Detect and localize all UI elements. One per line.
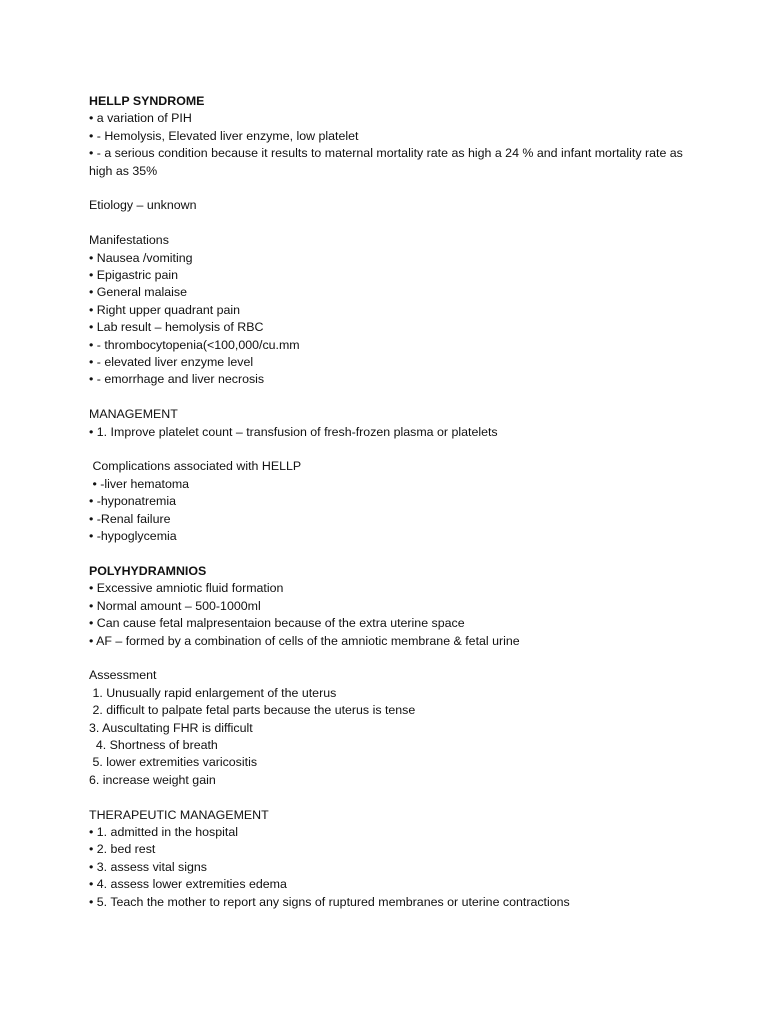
manifestation-item: • General malaise <box>89 285 187 300</box>
manifestation-item: • Lab result – hemolysis of RBC <box>89 320 264 335</box>
hellp-etiology: Etiology – unknown <box>89 198 197 213</box>
poly-intro-item: • AF – formed by a combination of cells of the amniotic membrane & fetal urine <box>89 633 520 648</box>
assessment-heading: Assessment <box>89 668 157 683</box>
complication-item: • -hypoglycemia <box>89 529 177 544</box>
assessment-item: 5. lower extremities varicositis <box>89 755 258 770</box>
management-heading: MANAGEMENT <box>89 407 178 422</box>
assessment-item: 2. difficult to palpate fetal parts because the uterus is tense <box>89 703 416 718</box>
poly-intro-item: • Can cause fetal malpresentaion because of the extra uterine space <box>89 616 465 631</box>
hellp-intro-item: • - Hemolysis, Elevated liver enzyme, low platelet <box>89 128 359 143</box>
hellp-intro-item: • a variation of PIH <box>89 111 192 126</box>
management-item: • 1. Improve platelet count – transfusion of fresh-frozen plasma or platelets <box>89 424 498 439</box>
spacer <box>89 180 698 197</box>
manifestations-heading: Manifestations <box>89 233 169 248</box>
manifestation-item: • Right upper quadrant pain <box>89 302 241 317</box>
therapeutic-item: • 3. assess vital signs <box>89 859 207 874</box>
therapeutic-item: • 4. assess lower extremities edema <box>89 877 287 892</box>
therapeutic-item: • 2. bed rest <box>89 842 156 857</box>
manifestation-item: • Epigastric pain <box>89 268 179 283</box>
spacer <box>89 389 698 406</box>
poly-title: POLYHYDRAMNIOS <box>89 563 207 578</box>
complication-item: • -liver hematoma <box>89 476 190 491</box>
manifestation-item: • Nausea /vomiting <box>89 250 193 265</box>
assessment-item: 6. increase weight gain <box>89 772 216 787</box>
hellp-title: HELLP SYNDROME <box>89 94 205 108</box>
therapeutic-item: • 5. Teach the mother to report any signs of ruptured membranes or uterine contractions <box>89 894 570 909</box>
hellp-intro-item: • - a serious condition because it results to maternal mortality rate as high a 24 % and infant mortality rate as high as 35% <box>89 146 687 178</box>
assessment-item: 4. Shortness of breath <box>89 737 218 752</box>
manifestation-item: • - elevated liver enzyme level <box>89 355 254 370</box>
assessment-item: 1. Unusually rapid enlargement of the uterus <box>89 685 337 700</box>
poly-intro-item: • Excessive amniotic fluid formation <box>89 581 284 596</box>
spacer <box>89 441 698 458</box>
assessment-item: 3. Auscultating FHR is difficult <box>89 720 253 735</box>
complications-heading: Complications associated with HELLP <box>89 459 302 474</box>
spacer <box>89 215 698 232</box>
therapeutic-item: • 1. admitted in the hospital <box>89 824 238 839</box>
spacer <box>89 789 698 806</box>
manifestation-item: • - thrombocytopenia(<100,000/cu.mm <box>89 337 300 352</box>
therapeutic-heading: THERAPEUTIC MANAGEMENT <box>89 807 269 822</box>
complication-item: • -Renal failure <box>89 511 171 526</box>
spacer <box>89 546 698 563</box>
poly-intro-item: • Normal amount – 500-1000ml <box>89 598 261 613</box>
manifestation-item: • - emorrhage and liver necrosis <box>89 372 265 387</box>
spacer <box>89 650 698 667</box>
complication-item: • -hyponatremia <box>89 494 176 509</box>
